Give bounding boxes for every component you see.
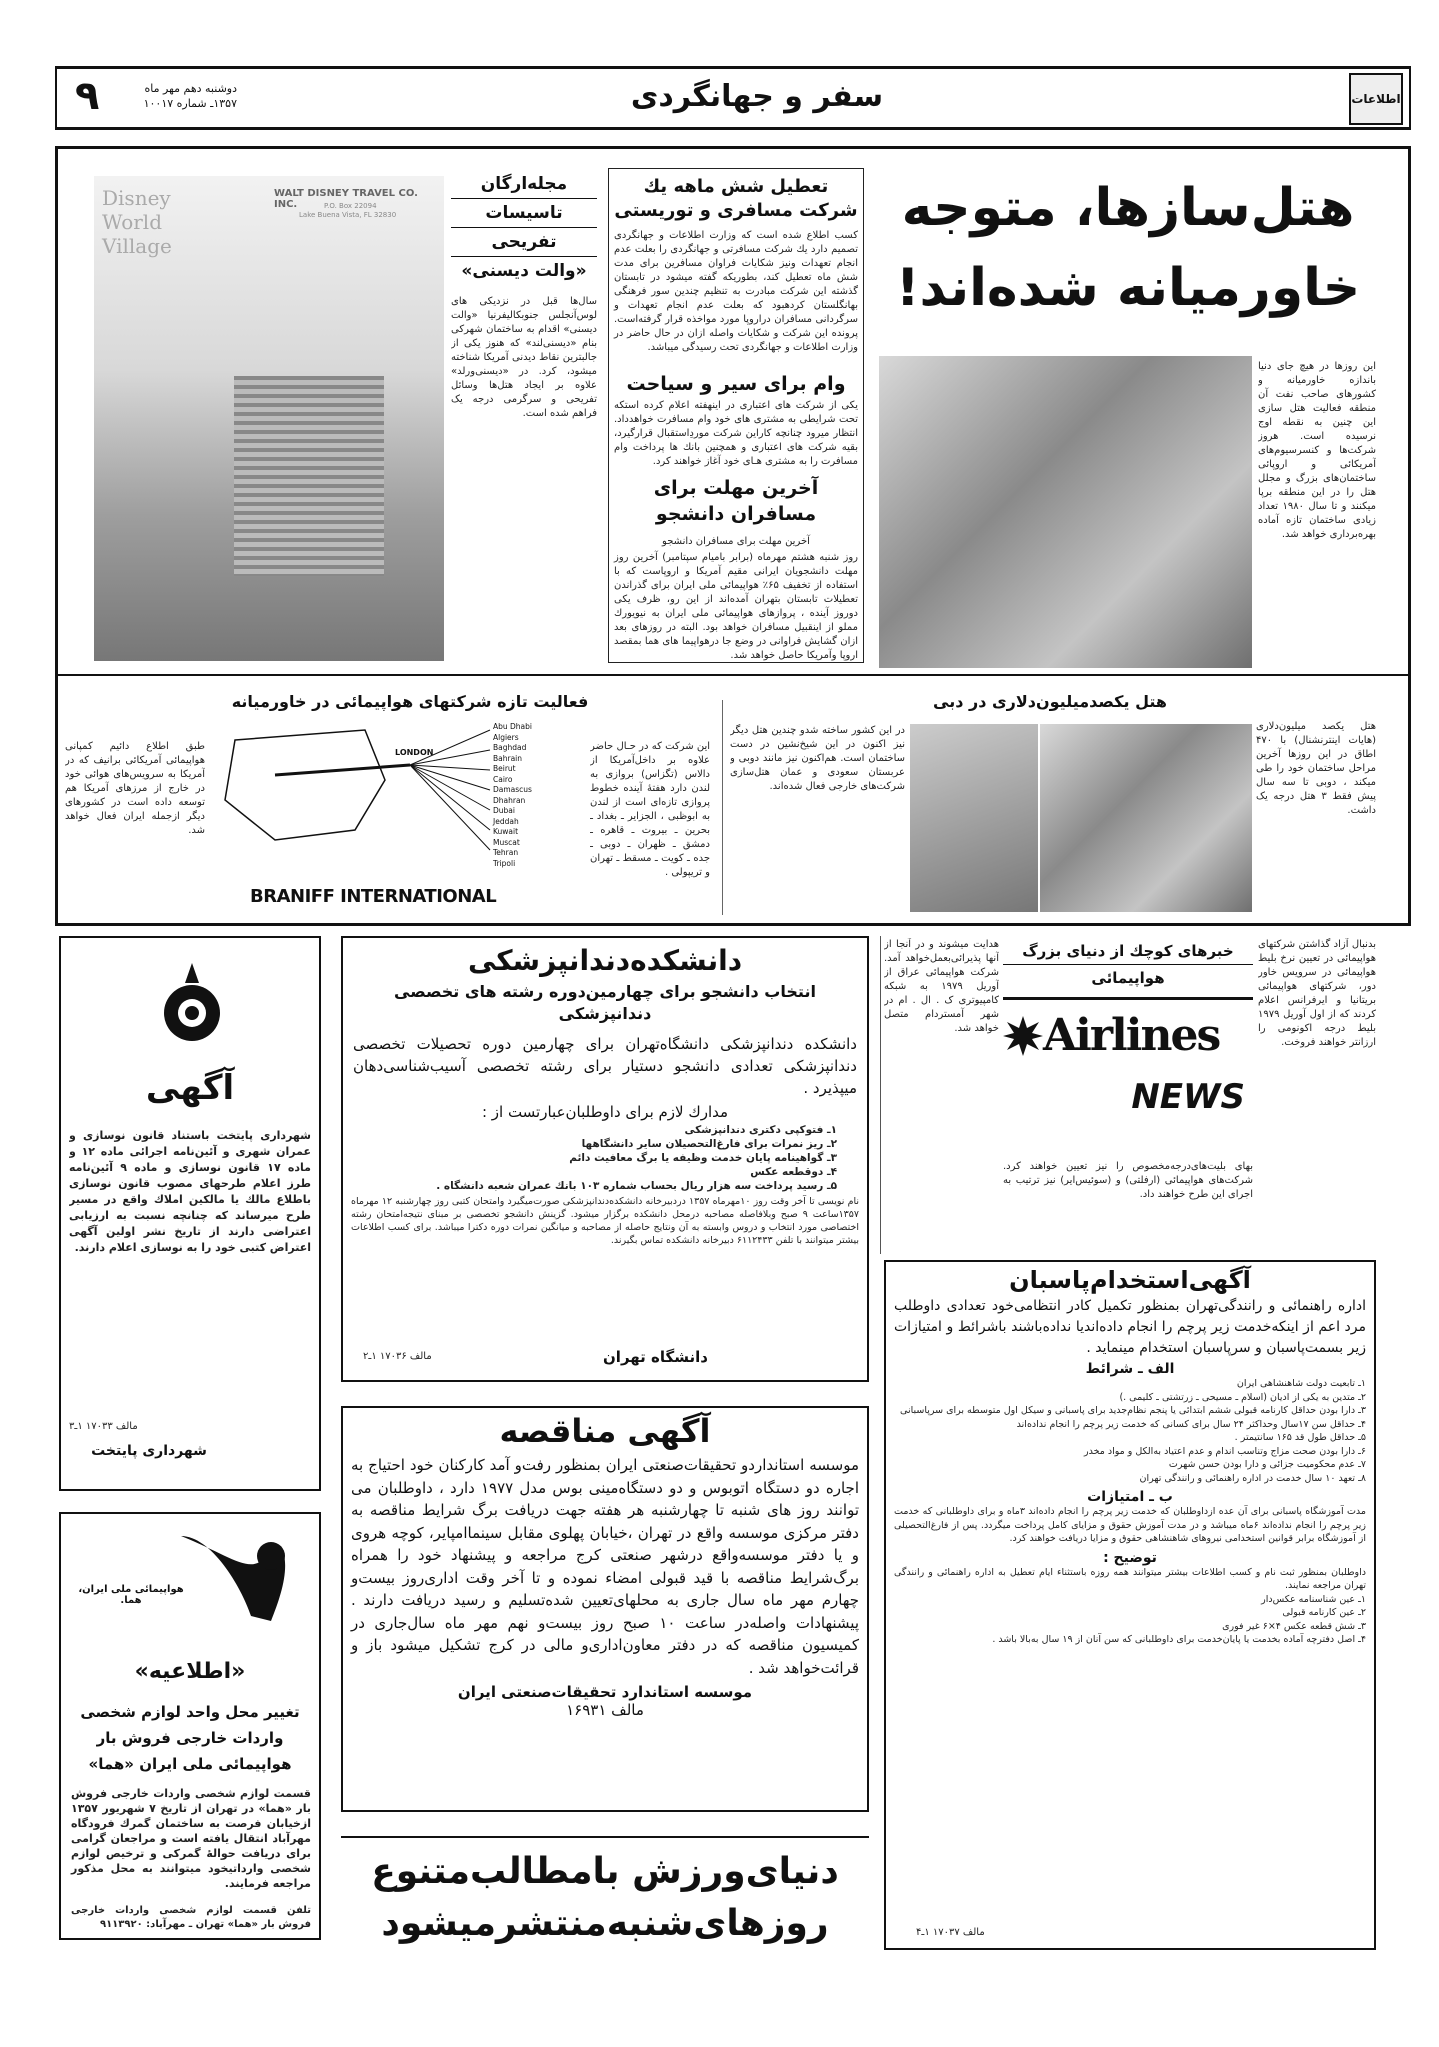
dental-signature: دانشگاه تهران — [603, 1348, 708, 1366]
headline-line: خاورمیانه شده‌اند! — [895, 258, 1361, 318]
dubai-headline: هتل یکصدمیلیون‌دلاری در دبی — [933, 692, 1167, 711]
pasban-section-c: توضیح : — [1103, 1549, 1157, 1566]
airline-news-feature — [1003, 936, 1253, 1117]
airnews-title: خبرهای کوچك از دنیای بزرگ — [1003, 936, 1253, 965]
municipality-notice — [59, 936, 321, 1491]
issue-date — [127, 81, 237, 111]
disney-company: WALT DISNEY TRAVEL CO. INC. — [274, 188, 418, 210]
condition-item: ۷ـ عدم محکومیت جزائی و دارا بودن حسن شهرت — [1168, 1459, 1366, 1470]
braniff-logo: BRANIFF INTERNATIONAL — [250, 886, 497, 907]
loan-body: یکی از شرکت های اعتباری در اینهفته اعلام کرده استکه تحت شرایطی به مشتری های خود وام مسافرت خواهدداد. انتظار میرود چنانچه کاراین شرکت موردِاستقبال قرارگیرد، بقیه شرکت های اعتباری و همچنین بانك ها پرداخت وام مسافرت را به مشتری هـای خود آغاز خواهند کرد. — [614, 400, 858, 467]
issue-number: ۱۳۵۷ـ شماره ۱۰۰۱۷ — [143, 97, 237, 110]
disney-logo: Disney World Village — [102, 186, 172, 258]
city: Tripoli — [493, 858, 516, 868]
loan-headline: وام برای سیر و سیاحت — [626, 373, 846, 395]
homa-footer: تلفن قسمت لوازم شخصی واردات خارجی فروش بار «هما» تهران ـ مهرآباد: ۹۱۱۳۹۲۰ — [71, 1905, 311, 1930]
pasban-ref: مالف ۱۷۰۳۷ ۱ـ۴ — [916, 1927, 985, 1938]
city: Muscat — [493, 837, 520, 847]
disney-address: P.O. Box 22094 — [324, 202, 377, 210]
disney-head: مجله‌ارگان — [451, 170, 597, 199]
note-item: داوطلبان بمنظور ثبت نام و کسب اطلاعات بیشتر میتوانند همه روزه باستثناء ایام تعطیل به اداره راهنمائی و رانندگی تهران مراجعه نمایند. — [894, 1566, 1366, 1591]
dubai-body-left: در این کشور ساخته شدو چندین هتل دیگر نیز اکنون در این شیخ‌نشین در دست ساختمان است. هم‌اکنون نیز مانند دوبی و عربستان سعودی و عمان هتل‌سازی شرکت‌های خارجی فعال شده‌اند. — [730, 725, 905, 792]
city: Kuwait — [493, 827, 519, 836]
dental-intro: دانشکده دندانپزشکی دانشگاه‌تهران برای چهارمین دوره تحصیلات تخصصی دندانپزشکی تعدادی دانشجو دستیار برای رشته تخصصی آسیب‌شناسی‌دهان میپذیرد . — [353, 1035, 857, 1097]
city: Beirut — [493, 764, 516, 773]
airnews-body-mid: بهای بلیت‌های‌درجه‌مخصوص را نیز تعیین خواهند کرد. شرکت‌های هواپیمائی (ارفلتی) و (سوئیس‌ایر) نیز ترتیب به اجرای این طرح خواهند داد. — [1003, 1161, 1253, 1200]
pasban-intro: اداره راهنمائی و رانندگی‌تهران بمنظور تکمیل کادر انتظامی‌خود تعدادی داوطلب مرد اعم از اینکه‌خدمت زیر پرچم را انجام داده‌اندیا نداده‌باشند باشرائط و امتیازات زیر بسمت‌پاسبان و سرپاسبان استخدام مینماید . — [894, 1298, 1366, 1356]
city: Algiers — [493, 732, 519, 742]
homa-body: قسمت لوازم شخصی واردات خارجی فروش بار «هما» در تهران از تاریخ ۷ شهریور ۱۳۵۷ ازخیابان فرصت به ساختمان گمرك فرودگاه مهرآباد انتقال یافته است و مراجعان گرامی برای دریافت حوالهٔ گمرکی و ترخیص لوازم شخصی وارداتیخود میتوانند به محل مذکور مراجعه فرمایند. — [71, 1787, 311, 1890]
students-subhead: آخرین مهلت برای مسافران دانشجو — [662, 536, 810, 547]
section-title: سفر و جهانگردی — [630, 79, 884, 114]
condition-item: ۳ـ دارا بودن حداقل کارنامه قبولی ششم ابتدائی یا پنجم نظام‌جدید برای پاسبانی و سیکل اول متوسطه برای سرپاسبانی — [900, 1405, 1366, 1416]
city: Dubai — [493, 806, 515, 815]
news-wordmark: NEWS — [1131, 1077, 1245, 1117]
dental-docs-heading: مدارك لازم برای داوطلبان‌عبارتست از : — [481, 1103, 729, 1121]
dental-requirements — [343, 1121, 867, 1195]
airline-body-right: این شرکت که در حـال حاضر علاوه بر داخل‌آمریکا از دالاس (تگزاس) بروازی به لندن دارد هفتهٔ آینده خطوط پروازی تازه‌ای است از لندن به ابوظبی ، الجزایر ـ بغداد ـ بحرین ـ بیروت ـ قاهره ـ دمشق ـ ظهران ـ دوبی ـ جده ـ کویت ـ مسقط ـ تهران و تریپولی . — [590, 741, 710, 878]
tender-ref: مالف ۱۶۹۳۱ — [566, 1701, 644, 1719]
pasban-section-a: الف ـ شرائط — [1085, 1361, 1175, 1377]
city: Abu Dhabi — [493, 722, 532, 731]
hotel-photo — [879, 356, 1252, 668]
city: Cairo — [493, 774, 513, 784]
dental-title: دانشکده‌دندانپزشکی — [467, 944, 743, 977]
condition-item: ۵ـ حداقل طول قد ۱۶۵ سانتیمتر . — [1234, 1432, 1366, 1443]
city: Damascus — [493, 785, 532, 794]
homa-subhead — [61, 1699, 319, 1777]
hotel-article-body: این روزها در هیچ جای دنیا باندازه خاورمیانه و کشورهای صاحب نفت آن منطقه فعالیت هتل سازی این چنین به نقطه اوج نرسیده است. هروز شرکت‌ها و کنسرسیوم‌های آمریکائی و اروپائی ساختمان‌های بزرگ و مجلل هتل را در این منطقه برپا میکنند و تا سال ۱۹۸۰ تعداد زیادی ساختمان تازه آماده بهره‌برداری خواهد شد. — [1258, 361, 1376, 540]
city: Bahrain — [493, 753, 523, 763]
note-item: ۲ـ عین کارنامه قبولی — [1282, 1607, 1366, 1618]
disney-column — [451, 170, 597, 595]
note-item: ۱ـ عین شناسنامه عکس‌دار — [1261, 1593, 1366, 1605]
city: Baghdad — [493, 743, 527, 752]
agahi-title: آگهی — [145, 1068, 235, 1108]
emblem-icon — [147, 958, 237, 1068]
disney-address: Lake Buena Vista, FL 32830 — [299, 211, 397, 219]
disney-head: تفریحی — [451, 228, 597, 257]
requirement-item: ۱ـ فتوکپی دکتری دندانپزشکی — [684, 1124, 837, 1136]
note-item: ۴ـ اصل دفترچه آماده بخدمت یا پایان‌خدمت برای داوطلبانی که سن آنان از ۱۹ سال به‌بالا باشد . — [992, 1634, 1366, 1645]
pasban-conditions — [886, 1377, 1374, 1485]
agahi-body: شهرداری پایتخت باستناد قانون نوسازی و عمران شهری و آئین‌نامه اجرائی ماده ۱۲ و ماده ۱۷ قانون نوسازی و ماده ۹ آئین‌نامه طرز اعلام طرحهای مصوب قانون نوسازی باطلاع مالك یا مالکین املاك واقع در مسیر طرح میرساند که چنانچه نسبت به ارزیابی اعتراضی دارند از تاریخ نشر اولین آگهی اعتراض کتبی خود را به نوسازی اعلام دارند. — [69, 1129, 311, 1254]
dubai-body-right: هتل یکصد میلیون‌دلاری (هایات اینترنشنال) با ۴۷۰ اطاق در این روزها آخرین مراحل ساختمان خود را طی میکند ، دوبی تا سه سال پیش فقط ۳ هتل درجه یک داشت. — [1256, 721, 1376, 816]
agahi-ref: مالف ۱۷۰۳۳ ۱ـ۳ — [69, 1421, 138, 1432]
students-headline: آخرین مهلت برای مسافران دانشجو — [653, 477, 819, 525]
condition-item: ۴ـ حداقل سن ۱۷سال وحداکثر ۲۴ سال برای کسانی که خدمت زیر پرچم را انجام نداده‌اند — [1016, 1418, 1366, 1430]
disney-head: «والت دیسنی» — [461, 261, 587, 281]
hotel-building-image — [234, 376, 384, 576]
tourism-body: کسب اطلاع شده است که وزارت اطلاعات و جهانگردی تصمیم دارد یك شرکت مسافرتی و جهانگردی را بعلت عدم انجام تعهدات ونیز شکایات فراوان مسافرین برای مدت شش ماه تعطیل کند، بطوریکه گفته میشود در تابستان گذشته این شرکت مبادرت به تنظیم چندین سور فرهنگی بهانگلستان کردهبود که بعلت عدم انجام تعهدات و سرگردانی مسافران دراروپا مورد مواخذه قرار گرفته‌است. پرونده این شرکت و شکایات واصله ازان در حال حاضر در وزارت اطلاعات و جهانگردی تحت رسیدگی میباشد. — [614, 230, 858, 353]
dubai-hotel-photo-1 — [1040, 724, 1252, 912]
dental-notes: نام نویسی تا آخر وقت روز ۱۰مهرماه ۱۳۵۷ دردبیرخانه دانشکده‌دندانپزشکی صورت‌میگیرد وامتحان کتبی روز چهارشنبه ۱۲ مهرماه ۱۳۵۷ساعت ۹ صبح وبلافاصله مصاحبه درمحل دانشکده برگزار میشود. گزینش دانشجو تخصصی بر مبنای نتیجه‌امتحان رشته اختصاصی مورد انتخاب و دروس وابسته به آن ونتایج حاصله از مصاحبه و میانگین نمرات دوره دکترا میباشد. برای کسب اطلاعات بیشتر میتوانند با تلفن ۶۱۱۲۴۳۳ دبیرخانه دانشکده تماس بگیرند. — [351, 1196, 859, 1246]
dental-school-notice — [341, 936, 869, 1382]
condition-item: ۸ـ تعهد ۱۰ سال خدمت در اداره راهنمائی و رانندگی تهران — [1139, 1472, 1366, 1484]
news-column — [608, 168, 864, 663]
requirement-item: ۳ـ گواهینامه پایان خدمت وظیفه یا برگ معافیت دائم — [569, 1152, 837, 1164]
airnews-subtitle: هواپیمائی — [1003, 965, 1253, 1000]
condition-item: ۶ـ دارا بودن صحت مزاج وتناسب اندام و عدم اعتیاد به‌الکل و مواد مخدر — [1084, 1445, 1366, 1457]
sports-line: روزهای‌شنبه‌منتشرمیشود — [381, 1903, 829, 1944]
newspaper-logo: اطلاعات — [1349, 73, 1403, 125]
map-label-london: LONDON — [395, 748, 434, 757]
pasban-title: آگهی‌استخدام‌پاسبان — [1009, 1266, 1251, 1294]
city: Jeddah — [493, 816, 519, 826]
requirement-item: ۲ـ ریز نمرات برای فارغ‌التحصیلان سایر دانشگاهها — [581, 1138, 837, 1150]
agahi-signature: شهرداری پایتخت — [91, 1443, 207, 1459]
airline-headline: فعالیت تازه شرکتهای هواپیمائی در خاورمیانه — [231, 692, 589, 711]
airlines-wordmark: Airlines — [1043, 1010, 1220, 1061]
tender-body: موسسه استانداردو تحقیقات‌صنعتی ایران بمنظور رفت‌و آمد کارکنان خود احتیاج به اجاره دو دستگاه اتوبوس و دو دستگاه‌مینی بوس مدل ۱۹۷۷ دارد ، داوطلبان می توانند روز های شنبه تا چهارشنبه هر هفته جهت دریافت برگ شرایط مناقصه به دفتر مرکزی موسسه واقع در تهران ،خیابان پهلوی مقابل سینماامپایر، کوچه هروی و یا دفتر موسسه‌واقع درشهر صنعتی کرج مراجعه و پیشنهاد خود را همراه برگ‌شرایط مناقصه با قید قبولی امضاء نموده و تا آخر وقت اداری‌روز بیست‌و چهارم مهر ماه سال جاری به محلهای‌تعیین شده‌تسلیم و رسید دریافت دارند . پیشنهادات واصله‌در ساعت ۱۰ صبح روز بیست‌و نهم مهر ماه سال‌جاری در کمیسیون مناقصه که در دفتر معاون‌اداری‌و مالی در کرج تشکیل میشود باز و قرائت‌خواهد شد . — [351, 1456, 859, 1677]
subhead-line: واردات خارجی فروش بار — [96, 1729, 284, 1747]
route-map — [215, 720, 585, 880]
requirement-item: ۵ـ رسید پرداخت سه هزار ریال بحساب شماره ۱۰۳ بانك عمران شعبه دانشگاه . — [436, 1180, 837, 1192]
headline-line: هتل‌سازها، متوجه — [901, 178, 1355, 238]
hotel-headline — [868, 168, 1388, 328]
pasban-notes — [886, 1566, 1374, 1647]
condition-item: ۲ـ متدین به یکی از ادیان (اسلام ـ مسیحی ـ زرتشتی ـ کلیمی .) — [1119, 1391, 1366, 1403]
note-item: ۳ـ شش قطعه عکس ۴×۶ غیر فوری — [1222, 1620, 1366, 1632]
tender-title: آگهی مناقصه — [499, 1412, 711, 1450]
dubai-hotel-photo-2 — [910, 724, 1038, 912]
pasban-section-b: ب ـ امتیازات — [1087, 1489, 1173, 1505]
tender-notice — [341, 1406, 869, 1812]
airnews-body-right: بدنبال آزاد گذاشتن شرکتهای هواپیمائی در تعیین نرخ بلیط هواپیمائی در سرویس خاور دور، شرکتهای هواپیمائی بریتانیا و ایرفرانس اعلام کردند که از اول آوریل ۱۹۷۹ بلیط درجه اکونومی را ارزانتر خواهند فروخت. — [1258, 939, 1376, 1048]
tourism-headline: تعطیل شش ماهه یك شرکت مسافری و توریستی — [614, 176, 858, 221]
homa-announcement — [59, 1512, 321, 1940]
police-recruitment-notice — [884, 1260, 1376, 1950]
subhead-line: هواپیمائی ملی ایران «هما» — [88, 1755, 292, 1773]
dental-ref: مالف ۱۷۰۳۶ ۱ـ۲ — [363, 1351, 432, 1362]
city-list — [493, 722, 532, 869]
homa-logo-icon — [171, 1526, 301, 1636]
disney-photo — [94, 176, 444, 661]
homa-title: «اطلاعیه» — [134, 1659, 246, 1684]
sports-line: دنیای‌ورزش بامطالب‌متنوع — [371, 1851, 839, 1892]
pasban-benefits: مدت آموزشگاه پاسبانی برای آن عده ازداوطلبان که خدمت زیر پرچم را انجام داده‌اند ۳ماه و برای داوطلبانی که خدمت زیر پرچم را انجام نداده‌اند ۶ماه میباشد و در مدت آموزش حقوق و مزایای کامل پرداخت میگردد. پس از فارغ‌التحصیلی از آموزشگاه برابر قوانین استخدامی نیروهای شاهنشاهی حقوق و مزایا دریافت خواهند کرد. — [894, 1506, 1366, 1544]
city: Tehran — [493, 848, 519, 857]
tender-signature: موسسه استاندارد تحقیقات‌صنعتی ایران — [457, 1683, 753, 1701]
airnews-body-left: هدایت میشوند و در آنجا از آنها پذیرائی‌بعمل‌خواهد آمد. شرکت هواپیمائی عراق از آوریل ۱۹۷۹ به شبکه کامپیوتری ک . ال . ام در شهر آمستردام متصل خواهد شد. — [884, 939, 999, 1034]
students-body: روز شنبه هشتم مهرماه (برابر بامیام سپتامبر) آخرین روز مهلت دانشجویان ایرانی مقیم آمریکا و اروپاست که با استفاده از تخفیف ۶۵٪ هواپیمائی ملی ایران برای گذراندن تعطیلات تابستان بتهران آمده‌اند از این رو، ظرف یکی دوروز آینده ، پروازهای هواپیمائی ملی ایران به نیویورك مملو از اینقبیل مسافران خواهد بود. البته در روزهای بعد ازان گشایش فراوانی در وضع جا درهواپیما های هما بمقصد اروپا وآمریکا حاصل خواهد شد. — [614, 552, 858, 661]
date-line: دوشنبه دهم مهر ماه — [144, 82, 237, 95]
disney-body: سال‌ها قبل در نزدیکی های لوس‌آنجلس جنوبکالیفرنیا «والت دیسنی» اقدام به ساختمان شهرکی‌ بنام «دیسنی‌لند» که هنوز یکی از جالبترین نقاط دیدنی آمریکا شناخته میشود، کرد. در «دیسنی‌ورلد» علاوه بر ایجاد هتل‌ها وسائل تفریحی و سرگرمی درجه یک فراهم شده است. — [451, 296, 597, 419]
city: Dhahran — [493, 795, 526, 805]
airlines-logo — [1003, 1010, 1253, 1061]
dental-subtitle: انتخاب دانشجو برای چهارمین‌دوره رشته های تخصصی دندانپزشکی — [394, 982, 816, 1023]
subhead-line: تغییر محل واحد لوازم شخصی — [80, 1703, 300, 1721]
condition-item: ۱ـ تابعیت دولت شاهنشاهی ایران — [1236, 1378, 1366, 1389]
disney-head: تاسیسات — [451, 199, 597, 228]
sunburst-icon — [1003, 1016, 1043, 1056]
sports-announcement — [341, 1846, 869, 1950]
page-header — [55, 66, 1411, 130]
requirement-item: ۴ـ دوقطعه عکس — [750, 1166, 837, 1178]
airline-body-left: طبق اطلاع دائیم کمپانی هواپیمائی آمریکائی برانیف که در آمریکا به سرویس‌های هوائی خود در خارج از مرزهای آمریکا هم توسعه داده است در کشورهای دیگر ازجمله ایران فعال خواهد شد. — [65, 741, 205, 836]
page-number: ۹ — [75, 73, 100, 119]
homa-logo-text: هواپیمائی ملی ایران، هما. — [78, 1584, 184, 1606]
